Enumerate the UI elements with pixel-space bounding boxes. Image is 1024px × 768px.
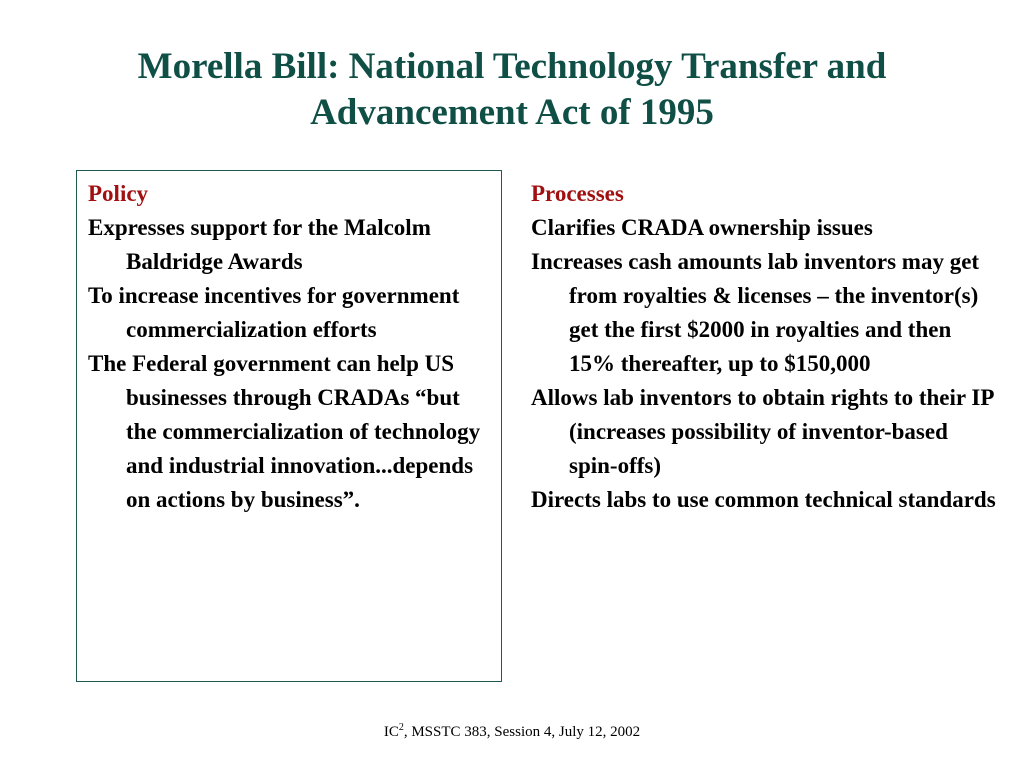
- policy-item: To increase incentives for government commercialization efforts: [88, 283, 460, 342]
- processes-heading: Processes: [531, 181, 624, 206]
- slide-title-line-1: Morella Bill: National Technology Transfer and: [137, 46, 887, 87]
- policy-column: [88, 177, 493, 517]
- processes-column: [531, 177, 1001, 517]
- footer-prefix: IC: [383, 724, 399, 740]
- policy-heading: Policy: [88, 181, 149, 206]
- footer-superscript: 2: [398, 722, 404, 733]
- slide-title: [0, 44, 1024, 136]
- footer-suffix: , MSSTC 383, Session 4, July 12, 2002: [403, 724, 641, 740]
- policy-item: The Federal government can help US businesses through CRADAs “but the commercialization of technology and industrial innovation...depends on actions by business”.: [88, 351, 481, 512]
- policy-item: Expresses support for the Malcolm Baldridge Awards: [88, 215, 431, 274]
- processes-item: Allows lab inventors to obtain rights to their IP (increases possibility of inventor-based spin-offs): [531, 385, 994, 478]
- processes-item: Clarifies CRADA ownership issues: [531, 215, 873, 240]
- processes-item: Increases cash amounts lab inventors may get from royalties & licenses – the inventor(s) get the first $2000 in royalties and then 15% thereafter, up to $150,000: [531, 249, 980, 376]
- slide-footer: [0, 722, 1024, 742]
- processes-item: Directs labs to use common technical standards: [531, 487, 996, 512]
- slide-title-line-2: Advancement Act of 1995: [310, 92, 714, 133]
